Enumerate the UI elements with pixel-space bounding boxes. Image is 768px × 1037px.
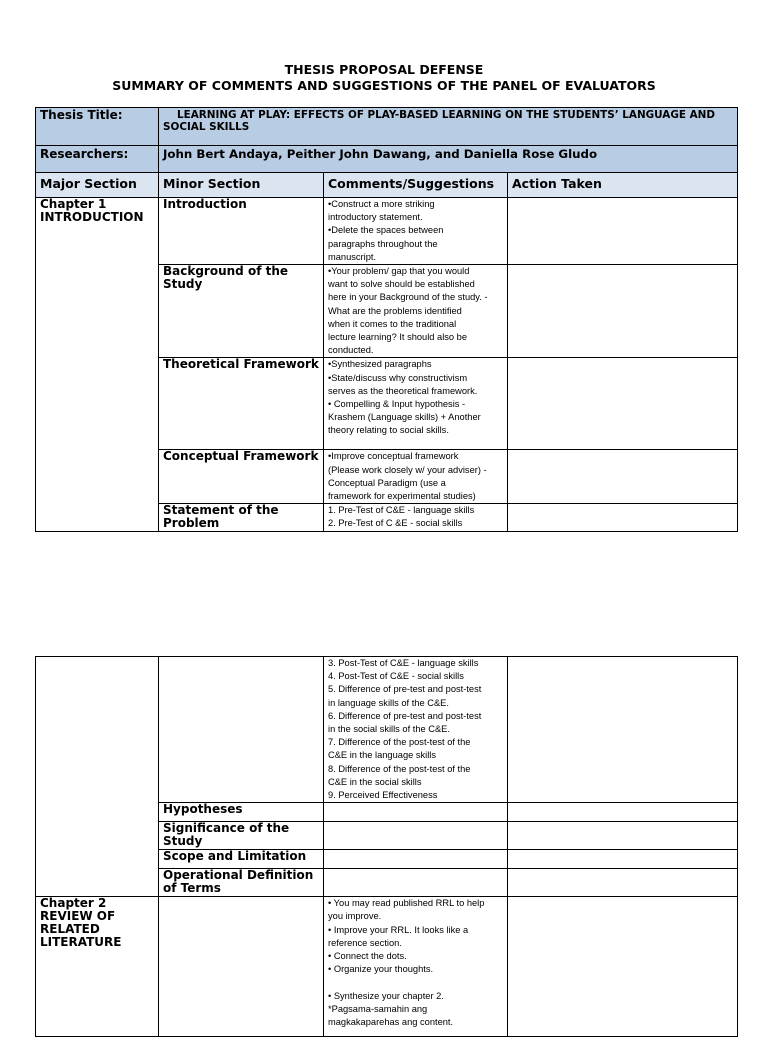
- comment-line: Krashem (Language skills) + Another: [328, 412, 481, 423]
- minor-line: Introduction: [163, 197, 247, 211]
- action-taken-cell[interactable]: [508, 869, 738, 897]
- comment-line: introductory statement.: [328, 212, 423, 223]
- comments-cell: [324, 450, 508, 504]
- comment-line: you improve.: [328, 911, 382, 922]
- minor-line: Statement of the: [163, 503, 279, 518]
- researchers-label: Researchers:: [36, 146, 159, 173]
- comment-line: paragraphs throughout the: [328, 238, 438, 249]
- comment-line: lecture learning? It should also be: [328, 332, 468, 343]
- comment-line: want to solve should be established: [328, 279, 475, 290]
- col-header-minor: Minor Section: [159, 173, 324, 198]
- major-section-chapter-1-continued: [36, 657, 159, 897]
- minor-line: Significance of the: [163, 821, 290, 836]
- action-taken-cell[interactable]: [508, 897, 738, 1037]
- comments-cell: [324, 803, 508, 822]
- document-subtitle: SUMMARY OF COMMENTS AND SUGGESTIONS OF THE PANEL OF EVALUATORS: [112, 78, 656, 93]
- comments-cell: [324, 198, 508, 265]
- comment-line: •Your problem/ gap that you would: [328, 266, 470, 277]
- minor-section: [159, 198, 324, 265]
- comments-cell: [324, 358, 508, 450]
- minor-line: Study: [163, 834, 203, 849]
- major-line: Chapter 2: [40, 896, 107, 911]
- evaluation-table-page-2: [35, 656, 738, 1037]
- column-header-row: [36, 173, 738, 198]
- comment-line: [328, 976, 503, 989]
- comments-cell: [324, 657, 508, 803]
- major-line: REVIEW OF: [40, 909, 116, 924]
- evaluation-table-page-1: [35, 107, 738, 532]
- comment-line: 6. Difference of pre-test and post-test: [328, 710, 482, 721]
- comment-line: conducted.: [328, 345, 374, 356]
- minor-section: [159, 504, 324, 532]
- thesis-title-row: [36, 108, 738, 146]
- major-line: LITERATURE: [40, 935, 122, 950]
- major-line: Chapter 1: [40, 197, 107, 211]
- minor-section: [159, 657, 324, 803]
- comment-line: •State/discuss why constructivism: [328, 372, 468, 383]
- minor-section: [159, 850, 324, 869]
- researchers-row: [36, 146, 738, 173]
- col-header-major: Major Section: [36, 173, 159, 198]
- comment-line: What are the problems identified: [328, 305, 462, 316]
- thesis-title-value: LEARNING AT PLAY: EFFECTS OF PLAY-BASED LEARNING ON THE STUDENTS’ LANGUAGE AND SOCIAL SKILLS: [159, 108, 738, 146]
- comments-cell: [324, 850, 508, 869]
- comment-line: serves as the theoretical framework.: [328, 385, 478, 396]
- comment-line: magkakaparehas ang content.: [328, 1017, 454, 1028]
- action-taken-cell[interactable]: [508, 657, 738, 803]
- minor-line: Background of the: [163, 264, 289, 279]
- comment-line: 5. Difference of pre-test and post-test: [328, 684, 482, 695]
- comment-line: •Construct a more striking: [328, 199, 435, 209]
- action-taken-cell[interactable]: [508, 850, 738, 869]
- comment-line: in the social skills of the C&E.: [328, 724, 450, 735]
- comment-line: theory relating to social skills.: [328, 425, 449, 436]
- comment-line: • You may read published RRL to help: [328, 898, 485, 909]
- comment-line: 7. Difference of the post-test of the: [328, 737, 471, 748]
- comment-line: 8. Difference of the post-test of the: [328, 763, 471, 774]
- comment-line: when it comes to the traditional: [328, 318, 457, 329]
- minor-line: Theoretical Framework: [163, 357, 319, 372]
- comment-line: framework for experimental studies): [328, 491, 476, 502]
- comments-cell: [324, 869, 508, 897]
- col-header-comments: Comments/Suggestions: [324, 173, 508, 198]
- minor-line: Conceptual Framework: [163, 449, 319, 464]
- comment-line: C&E in the language skills: [328, 750, 437, 761]
- minor-section: [159, 822, 324, 850]
- minor-line: of Terms: [163, 881, 221, 896]
- minor-section: [159, 897, 324, 1037]
- minor-section: [159, 265, 324, 358]
- comments-cell: [324, 265, 508, 358]
- table-row: [36, 657, 738, 803]
- minor-line: Problem: [163, 516, 220, 531]
- table-row: [36, 198, 738, 265]
- comment-line: reference section.: [328, 937, 402, 948]
- researchers-value: John Bert Andaya, Peither John Dawang, and Daniella Rose Gludo: [159, 146, 738, 173]
- action-taken-cell[interactable]: [508, 504, 738, 532]
- action-taken-cell[interactable]: [508, 450, 738, 504]
- minor-line: Scope and Limitation: [163, 849, 307, 864]
- action-taken-cell[interactable]: [508, 198, 738, 265]
- comment-line: 2. Pre-Test of C &E - social skills: [328, 518, 463, 529]
- comment-line: here in your Background of the study. -: [328, 292, 488, 303]
- comment-line: C&E in the social skills: [328, 776, 422, 787]
- comment-line: *Pagsama-samahin ang: [328, 1003, 428, 1014]
- thesis-title-label: Thesis Title:: [36, 108, 159, 146]
- major-section-chapter-2: [36, 897, 159, 1037]
- comments-cell: [324, 897, 508, 1037]
- minor-section: [159, 358, 324, 450]
- table-row: [36, 897, 738, 1037]
- comment-line: 4. Post-Test of C&E - social skills: [328, 671, 464, 682]
- comments-cell: [324, 822, 508, 850]
- comments-cell: [324, 504, 508, 532]
- comment-line: 1. Pre-Test of C&E - language skills: [328, 505, 475, 516]
- comment-line: •Delete the spaces between: [328, 225, 444, 236]
- minor-section: [159, 803, 324, 822]
- comment-line: (Please work closely w/ your adviser) -: [328, 464, 487, 475]
- comment-line: Conceptual Paradigm (use a: [328, 477, 446, 488]
- action-taken-cell[interactable]: [508, 358, 738, 450]
- comment-line: •Synthesized paragraphs: [328, 359, 432, 370]
- comment-line: 9. Perceived Effectiveness: [328, 790, 438, 801]
- comment-line: • Compelling & Input hypothesis -: [328, 399, 466, 410]
- action-taken-cell[interactable]: [508, 822, 738, 850]
- comment-line: • Improve your RRL. It looks like a: [328, 924, 469, 935]
- comment-line: 3. Post-Test of C&E - language skills: [328, 658, 479, 668]
- comment-line: • Synthesize your chapter 2.: [328, 990, 444, 1001]
- minor-section: [159, 869, 324, 897]
- comment-line: •Improve conceptual framework: [328, 451, 459, 462]
- minor-line: Operational Definition: [163, 868, 314, 883]
- comment-line: • Organize your thoughts.: [328, 964, 434, 975]
- comment-line: in language skills of the C&E.: [328, 697, 449, 708]
- document-title: THESIS PROPOSAL DEFENSE: [284, 62, 484, 77]
- minor-section: [159, 450, 324, 504]
- comment-line: manuscript.: [328, 251, 377, 262]
- minor-line: Hypotheses: [163, 802, 243, 817]
- major-line: RELATED: [40, 922, 100, 937]
- major-line: INTRODUCTION: [40, 210, 144, 224]
- major-section-chapter-1: [36, 198, 159, 532]
- col-header-action: Action Taken: [508, 173, 738, 198]
- action-taken-cell[interactable]: [508, 803, 738, 822]
- action-taken-cell[interactable]: [508, 265, 738, 358]
- comment-line: • Connect the dots.: [328, 951, 407, 962]
- minor-line: Study: [163, 277, 203, 292]
